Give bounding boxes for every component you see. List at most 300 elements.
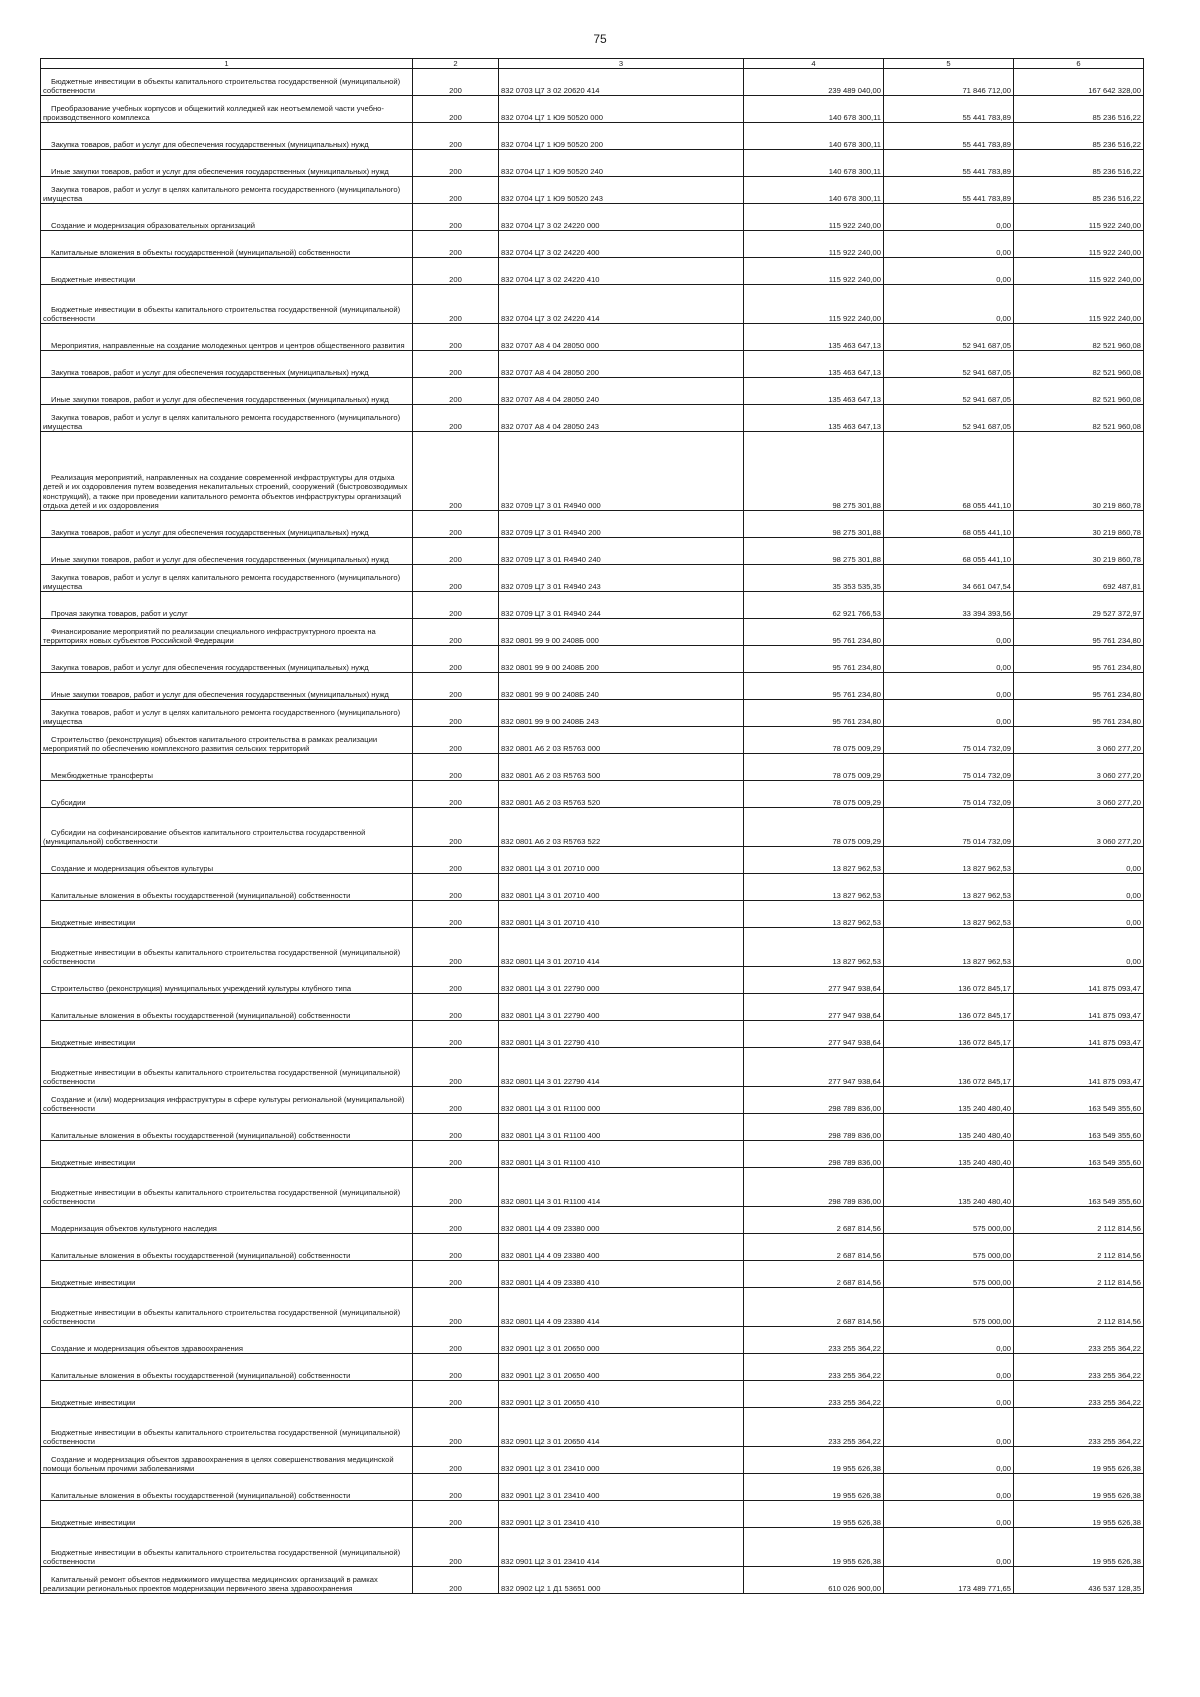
row-classification-code: 832 0704 Ц7 1 Ю9 50520 243 (499, 177, 744, 204)
row-classification-code: 832 0707 А8 4 04 28050 240 (499, 378, 744, 405)
row-amount-col4: 277 947 938,64 (744, 967, 884, 994)
row-classification-code: 832 0801 99 9 00 2408Б 243 (499, 700, 744, 727)
table-row (41, 1447, 1144, 1474)
row-amount-col5: 0,00 (884, 1327, 1014, 1354)
row-amount-col4: 13 827 962,53 (744, 847, 884, 874)
row-amount-col5: 0,00 (884, 1447, 1014, 1474)
row-amount-col6: 30 219 860,78 (1014, 432, 1144, 511)
row-amount-col5: 55 441 783,89 (884, 150, 1014, 177)
row-classification-code: 832 0801 Ц4 3 01 R1100 000 (499, 1087, 744, 1114)
row-name: Субсидии (41, 781, 413, 808)
row-classification-code: 832 0901 Ц2 3 01 23410 400 (499, 1474, 744, 1501)
table-row (41, 204, 1144, 231)
row-grbs-code: 200 (413, 1354, 499, 1381)
row-amount-col6: 85 236 516,22 (1014, 123, 1144, 150)
row-grbs-code: 200 (413, 928, 499, 967)
row-name: Капитальные вложения в объекты государственной (муниципальной) собственности (41, 874, 413, 901)
row-name: Бюджетные инвестиции (41, 1021, 413, 1048)
table-row (41, 1207, 1144, 1234)
row-amount-col4: 140 678 300,11 (744, 177, 884, 204)
table-body (41, 69, 1144, 1594)
row-name: Иные закупки товаров, работ и услуг для обеспечения государственных (муниципальных) нужд (41, 378, 413, 405)
budget-table (40, 58, 1144, 1594)
row-amount-col5: 75 014 732,09 (884, 781, 1014, 808)
row-amount-col5: 0,00 (884, 204, 1014, 231)
row-classification-code: 832 0801 Ц4 4 09 23380 414 (499, 1288, 744, 1327)
row-amount-col6: 233 255 364,22 (1014, 1408, 1144, 1447)
row-amount-col6: 2 112 814,56 (1014, 1234, 1144, 1261)
row-amount-col5: 136 072 845,17 (884, 994, 1014, 1021)
page-number: 75 (593, 32, 607, 46)
table-row (41, 847, 1144, 874)
table-row (41, 781, 1144, 808)
row-amount-col5: 55 441 783,89 (884, 177, 1014, 204)
row-amount-col4: 13 827 962,53 (744, 901, 884, 928)
row-classification-code: 832 0703 Ц7 3 02 20620 414 (499, 69, 744, 96)
row-amount-col6: 95 761 234,80 (1014, 673, 1144, 700)
row-grbs-code: 200 (413, 673, 499, 700)
row-amount-col5: 13 827 962,53 (884, 847, 1014, 874)
row-name: Прочая закупка товаров, работ и услуг (41, 592, 413, 619)
row-grbs-code: 200 (413, 69, 499, 96)
table-row (41, 1567, 1144, 1594)
row-grbs-code: 200 (413, 405, 499, 432)
row-amount-col4: 95 761 234,80 (744, 646, 884, 673)
row-amount-col6: 3 060 277,20 (1014, 808, 1144, 847)
row-amount-col6: 82 521 960,08 (1014, 324, 1144, 351)
table-row (41, 673, 1144, 700)
row-name: Закупка товаров, работ и услуг в целях капитального ремонта государственного (муниципального) имущества (41, 405, 413, 432)
row-amount-col6: 167 642 328,00 (1014, 69, 1144, 96)
row-amount-col4: 95 761 234,80 (744, 619, 884, 646)
row-name: Иные закупки товаров, работ и услуг для обеспечения государственных (муниципальных) нужд (41, 538, 413, 565)
row-amount-col4: 2 687 814,56 (744, 1288, 884, 1327)
column-number-2: 2 (413, 59, 499, 69)
row-name: Субсидии на софинансирование объектов капитального строительства государственной (муниципальной) собственности (41, 808, 413, 847)
row-amount-col4: 115 922 240,00 (744, 231, 884, 258)
row-name: Межбюджетные трансферты (41, 754, 413, 781)
row-grbs-code: 200 (413, 1114, 499, 1141)
table-row (41, 1048, 1144, 1087)
row-amount-col6: 95 761 234,80 (1014, 619, 1144, 646)
row-amount-col4: 98 275 301,88 (744, 538, 884, 565)
row-amount-col4: 298 789 836,00 (744, 1087, 884, 1114)
row-name: Закупка товаров, работ и услуг в целях капитального ремонта государственного (муниципального) имущества (41, 177, 413, 204)
row-classification-code: 832 0704 Ц7 1 Ю9 50520 000 (499, 96, 744, 123)
row-amount-col4: 233 255 364,22 (744, 1354, 884, 1381)
row-amount-col5: 75 014 732,09 (884, 808, 1014, 847)
row-amount-col4: 135 463 647,13 (744, 324, 884, 351)
row-grbs-code: 200 (413, 1381, 499, 1408)
row-amount-col4: 13 827 962,53 (744, 928, 884, 967)
column-number-1: 1 (41, 59, 413, 69)
row-amount-col6: 19 955 626,38 (1014, 1474, 1144, 1501)
row-classification-code: 832 0801 Ц4 3 01 R1100 414 (499, 1168, 744, 1207)
row-amount-col6: 2 112 814,56 (1014, 1261, 1144, 1288)
row-amount-col5: 55 441 783,89 (884, 96, 1014, 123)
column-number-4: 4 (744, 59, 884, 69)
row-amount-col6: 3 060 277,20 (1014, 727, 1144, 754)
row-grbs-code: 200 (413, 1141, 499, 1168)
row-name: Бюджетные инвестиции в объекты капитального строительства государственной (муниципальной) собственности (41, 1288, 413, 1327)
table-row (41, 69, 1144, 96)
row-name: Закупка товаров, работ и услуг в целях капитального ремонта государственного (муниципального) имущества (41, 700, 413, 727)
row-amount-col4: 298 789 836,00 (744, 1114, 884, 1141)
row-amount-col6: 163 549 355,60 (1014, 1168, 1144, 1207)
row-amount-col4: 35 353 535,35 (744, 565, 884, 592)
row-name: Бюджетные инвестиции (41, 1141, 413, 1168)
row-amount-col5: 0,00 (884, 1528, 1014, 1567)
row-amount-col6: 82 521 960,08 (1014, 405, 1144, 432)
row-amount-col4: 19 955 626,38 (744, 1528, 884, 1567)
row-amount-col5: 34 661 047,54 (884, 565, 1014, 592)
row-grbs-code: 200 (413, 258, 499, 285)
row-amount-col5: 575 000,00 (884, 1207, 1014, 1234)
row-grbs-code: 200 (413, 511, 499, 538)
row-classification-code: 832 0801 99 9 00 2408Б 000 (499, 619, 744, 646)
row-grbs-code: 200 (413, 231, 499, 258)
table-row (41, 928, 1144, 967)
row-grbs-code: 200 (413, 96, 499, 123)
row-amount-col5: 135 240 480,40 (884, 1114, 1014, 1141)
row-name: Реализация мероприятий, направленных на создание современной инфраструктуры для отдыха детей и их оздоровления путем возведения некапитальных строений, сооружений (быстровозводимых конструкций), а также при проведении капитального ремонта объектов инфраструктуры организаций отдыха детей и их оздоровления (41, 432, 413, 511)
row-amount-col6: 163 549 355,60 (1014, 1087, 1144, 1114)
row-classification-code: 832 0901 Ц2 3 01 23410 410 (499, 1501, 744, 1528)
row-amount-col6: 0,00 (1014, 874, 1144, 901)
row-amount-col4: 19 955 626,38 (744, 1474, 884, 1501)
row-amount-col6: 30 219 860,78 (1014, 538, 1144, 565)
row-classification-code: 832 0901 Ц2 3 01 20650 410 (499, 1381, 744, 1408)
row-classification-code: 832 0707 А8 4 04 28050 243 (499, 405, 744, 432)
row-amount-col5: 13 827 962,53 (884, 874, 1014, 901)
row-grbs-code: 200 (413, 432, 499, 511)
row-classification-code: 832 0704 Ц7 3 02 24220 410 (499, 258, 744, 285)
row-name: Капитальные вложения в объекты государственной (муниципальной) собственности (41, 1474, 413, 1501)
row-amount-col5: 0,00 (884, 1501, 1014, 1528)
row-amount-col4: 135 463 647,13 (744, 405, 884, 432)
row-amount-col4: 2 687 814,56 (744, 1207, 884, 1234)
row-classification-code: 832 0801 Ц4 4 09 23380 410 (499, 1261, 744, 1288)
row-grbs-code: 200 (413, 727, 499, 754)
column-number-row (41, 59, 1144, 69)
row-amount-col4: 19 955 626,38 (744, 1501, 884, 1528)
row-classification-code: 832 0704 Ц7 3 02 24220 400 (499, 231, 744, 258)
row-amount-col6: 0,00 (1014, 901, 1144, 928)
row-amount-col6: 0,00 (1014, 847, 1144, 874)
table-row (41, 700, 1144, 727)
row-amount-col5: 75 014 732,09 (884, 754, 1014, 781)
row-name: Закупка товаров, работ и услуг для обеспечения государственных (муниципальных) нужд (41, 351, 413, 378)
row-amount-col4: 115 922 240,00 (744, 285, 884, 324)
row-amount-col6: 85 236 516,22 (1014, 96, 1144, 123)
row-classification-code: 832 0704 Ц7 3 02 24220 414 (499, 285, 744, 324)
row-name: Бюджетные инвестиции в объекты капитального строительства государственной (муниципальной) собственности (41, 1408, 413, 1447)
row-amount-col4: 277 947 938,64 (744, 1021, 884, 1048)
row-grbs-code: 200 (413, 808, 499, 847)
row-classification-code: 832 0901 Ц2 3 01 20650 400 (499, 1354, 744, 1381)
row-grbs-code: 200 (413, 351, 499, 378)
row-grbs-code: 200 (413, 754, 499, 781)
row-name: Бюджетные инвестиции в объекты капитального строительства государственной (муниципальной) собственности (41, 1048, 413, 1087)
row-amount-col5: 0,00 (884, 619, 1014, 646)
row-classification-code: 832 0801 Ц4 3 01 20710 400 (499, 874, 744, 901)
row-amount-col4: 95 761 234,80 (744, 673, 884, 700)
row-classification-code: 832 0704 Ц7 1 Ю9 50520 240 (499, 150, 744, 177)
row-amount-col5: 13 827 962,53 (884, 928, 1014, 967)
row-name: Капитальные вложения в объекты государственной (муниципальной) собственности (41, 1114, 413, 1141)
row-amount-col5: 0,00 (884, 231, 1014, 258)
row-grbs-code: 200 (413, 847, 499, 874)
row-grbs-code: 200 (413, 1021, 499, 1048)
row-amount-col4: 95 761 234,80 (744, 700, 884, 727)
row-amount-col6: 19 955 626,38 (1014, 1528, 1144, 1567)
row-amount-col4: 239 489 040,00 (744, 69, 884, 96)
row-name: Капитальные вложения в объекты государственной (муниципальной) собственности (41, 231, 413, 258)
row-amount-col6: 141 875 093,47 (1014, 994, 1144, 1021)
row-name: Иные закупки товаров, работ и услуг для обеспечения государственных (муниципальных) нужд (41, 150, 413, 177)
row-classification-code: 832 0801 Ц4 3 01 20710 000 (499, 847, 744, 874)
table-row (41, 1234, 1144, 1261)
row-amount-col4: 298 789 836,00 (744, 1168, 884, 1207)
row-amount-col6: 19 955 626,38 (1014, 1447, 1144, 1474)
row-classification-code: 832 0801 Ц4 4 09 23380 400 (499, 1234, 744, 1261)
row-amount-col6: 233 255 364,22 (1014, 1354, 1144, 1381)
row-name: Мероприятия, направленные на создание молодежных центров и центров общественного развития (41, 324, 413, 351)
row-amount-col5: 52 941 687,05 (884, 351, 1014, 378)
row-amount-col6: 233 255 364,22 (1014, 1327, 1144, 1354)
row-classification-code: 832 0709 Ц7 3 01 R4940 244 (499, 592, 744, 619)
row-grbs-code: 200 (413, 646, 499, 673)
table-row (41, 1354, 1144, 1381)
row-amount-col4: 2 687 814,56 (744, 1234, 884, 1261)
row-amount-col6: 115 922 240,00 (1014, 258, 1144, 285)
table-row (41, 258, 1144, 285)
row-amount-col4: 140 678 300,11 (744, 123, 884, 150)
table-row (41, 754, 1144, 781)
row-amount-col5: 52 941 687,05 (884, 378, 1014, 405)
table-row (41, 285, 1144, 324)
row-amount-col5: 136 072 845,17 (884, 1021, 1014, 1048)
row-name: Преобразование учебных корпусов и общежитий колледжей как неотъемлемой части учебно-производственного комплекса (41, 96, 413, 123)
row-grbs-code: 200 (413, 994, 499, 1021)
row-amount-col5: 0,00 (884, 1354, 1014, 1381)
row-classification-code: 832 0901 Ц2 3 01 20650 000 (499, 1327, 744, 1354)
table-row (41, 1528, 1144, 1567)
row-amount-col5: 0,00 (884, 646, 1014, 673)
row-grbs-code: 200 (413, 123, 499, 150)
row-classification-code: 832 0704 Ц7 1 Ю9 50520 200 (499, 123, 744, 150)
row-name: Бюджетные инвестиции в объекты капитального строительства государственной (муниципальной) собственности (41, 1528, 413, 1567)
table-row (41, 1168, 1144, 1207)
row-amount-col5: 135 240 480,40 (884, 1141, 1014, 1168)
row-grbs-code: 200 (413, 1327, 499, 1354)
row-amount-col4: 78 075 009,29 (744, 781, 884, 808)
row-name: Создание и модернизация объектов здравоохранения (41, 1327, 413, 1354)
table-row (41, 351, 1144, 378)
row-classification-code: 832 0707 А8 4 04 28050 200 (499, 351, 744, 378)
row-classification-code: 832 0801 А6 2 03 R5763 520 (499, 781, 744, 808)
row-amount-col5: 55 441 783,89 (884, 123, 1014, 150)
row-name: Создание и модернизация объектов культуры (41, 847, 413, 874)
row-grbs-code: 200 (413, 700, 499, 727)
row-amount-col6: 85 236 516,22 (1014, 150, 1144, 177)
row-amount-col4: 610 026 900,00 (744, 1567, 884, 1594)
table-row (41, 1114, 1144, 1141)
row-amount-col4: 78 075 009,29 (744, 727, 884, 754)
row-classification-code: 832 0801 Ц4 3 01 R1100 400 (499, 1114, 744, 1141)
row-grbs-code: 200 (413, 1087, 499, 1114)
table-row (41, 808, 1144, 847)
row-grbs-code: 200 (413, 619, 499, 646)
row-amount-col4: 19 955 626,38 (744, 1447, 884, 1474)
row-grbs-code: 200 (413, 565, 499, 592)
row-grbs-code: 200 (413, 538, 499, 565)
row-amount-col6: 2 112 814,56 (1014, 1288, 1144, 1327)
table-row (41, 565, 1144, 592)
row-classification-code: 832 0801 99 9 00 2408Б 240 (499, 673, 744, 700)
row-amount-col4: 2 687 814,56 (744, 1261, 884, 1288)
row-amount-col4: 78 075 009,29 (744, 808, 884, 847)
table-row (41, 727, 1144, 754)
row-amount-col5: 0,00 (884, 285, 1014, 324)
row-grbs-code: 200 (413, 1288, 499, 1327)
row-name: Бюджетные инвестиции (41, 1381, 413, 1408)
table-row (41, 1087, 1144, 1114)
row-amount-col5: 135 240 480,40 (884, 1168, 1014, 1207)
column-number-5: 5 (884, 59, 1014, 69)
row-name: Бюджетные инвестиции в объекты капитального строительства государственной (муниципальной) собственности (41, 928, 413, 967)
row-amount-col6: 141 875 093,47 (1014, 1021, 1144, 1048)
row-grbs-code: 200 (413, 204, 499, 231)
row-amount-col5: 71 846 712,00 (884, 69, 1014, 96)
row-amount-col6: 115 922 240,00 (1014, 204, 1144, 231)
row-amount-col5: 575 000,00 (884, 1288, 1014, 1327)
row-amount-col5: 575 000,00 (884, 1261, 1014, 1288)
row-classification-code: 832 0901 Ц2 3 01 20650 414 (499, 1408, 744, 1447)
row-amount-col4: 277 947 938,64 (744, 994, 884, 1021)
row-classification-code: 832 0709 Ц7 3 01 R4940 000 (499, 432, 744, 511)
row-grbs-code: 200 (413, 1207, 499, 1234)
row-amount-col6: 163 549 355,60 (1014, 1114, 1144, 1141)
column-number-6: 6 (1014, 59, 1144, 69)
row-grbs-code: 200 (413, 967, 499, 994)
table-row (41, 432, 1144, 511)
row-name: Капитальный ремонт объектов недвижимого имущества медицинских организаций в рамках реализации региональных проектов модернизации первичного звена здравоохранения (41, 1567, 413, 1594)
row-name: Бюджетные инвестиции (41, 1261, 413, 1288)
row-name: Бюджетные инвестиции в объекты капитального строительства государственной (муниципальной) собственности (41, 69, 413, 96)
table-row (41, 538, 1144, 565)
row-amount-col6: 3 060 277,20 (1014, 754, 1144, 781)
row-amount-col4: 140 678 300,11 (744, 150, 884, 177)
row-grbs-code: 200 (413, 378, 499, 405)
row-amount-col6: 436 537 128,35 (1014, 1567, 1144, 1594)
row-amount-col5: 173 489 771,65 (884, 1567, 1014, 1594)
row-amount-col5: 52 941 687,05 (884, 324, 1014, 351)
row-amount-col6: 163 549 355,60 (1014, 1141, 1144, 1168)
row-classification-code: 832 0801 Ц4 3 01 22790 410 (499, 1021, 744, 1048)
row-name: Закупка товаров, работ и услуг в целях капитального ремонта государственного (муниципального) имущества (41, 565, 413, 592)
row-grbs-code: 200 (413, 1447, 499, 1474)
row-name: Бюджетные инвестиции (41, 1501, 413, 1528)
table-row (41, 1021, 1144, 1048)
row-amount-col4: 115 922 240,00 (744, 258, 884, 285)
row-name: Закупка товаров, работ и услуг для обеспечения государственных (муниципальных) нужд (41, 511, 413, 538)
row-grbs-code: 200 (413, 1168, 499, 1207)
row-name: Бюджетные инвестиции в объекты капитального строительства государственной (муниципальной) собственности (41, 1168, 413, 1207)
table-row (41, 874, 1144, 901)
row-name: Создание и модернизация объектов здравоохранения в целях совершенствования медицинской помощи больным прочими заболеваниями (41, 1447, 413, 1474)
row-amount-col6: 2 112 814,56 (1014, 1207, 1144, 1234)
row-classification-code: 832 0801 Ц4 3 01 22790 000 (499, 967, 744, 994)
row-amount-col4: 233 255 364,22 (744, 1408, 884, 1447)
row-name: Строительство (реконструкция) муниципальных учреждений культуры клубного типа (41, 967, 413, 994)
table-row (41, 1288, 1144, 1327)
row-classification-code: 832 0902 Ц2 1 Д1 53651 000 (499, 1567, 744, 1594)
row-name: Закупка товаров, работ и услуг для обеспечения государственных (муниципальных) нужд (41, 646, 413, 673)
row-grbs-code: 200 (413, 1528, 499, 1567)
row-amount-col4: 98 275 301,88 (744, 511, 884, 538)
row-name: Бюджетные инвестиции в объекты капитального строительства государственной (муниципальной) собственности (41, 285, 413, 324)
row-grbs-code: 200 (413, 592, 499, 619)
row-classification-code: 832 0901 Ц2 3 01 23410 000 (499, 1447, 744, 1474)
row-amount-col5: 0,00 (884, 1408, 1014, 1447)
row-classification-code: 832 0709 Ц7 3 01 R4940 240 (499, 538, 744, 565)
row-amount-col6: 82 521 960,08 (1014, 378, 1144, 405)
row-amount-col5: 68 055 441,10 (884, 432, 1014, 511)
row-classification-code: 832 0801 Ц4 4 09 23380 000 (499, 1207, 744, 1234)
row-name: Финансирование мероприятий по реализации специального инфраструктурного проекта на территориях новых субъектов Российской Федерации (41, 619, 413, 646)
table-row (41, 1501, 1144, 1528)
row-amount-col6: 141 875 093,47 (1014, 967, 1144, 994)
row-amount-col4: 233 255 364,22 (744, 1381, 884, 1408)
row-classification-code: 832 0801 Ц4 3 01 20710 410 (499, 901, 744, 928)
row-amount-col4: 140 678 300,11 (744, 96, 884, 123)
row-classification-code: 832 0901 Ц2 3 01 23410 414 (499, 1528, 744, 1567)
row-amount-col4: 98 275 301,88 (744, 432, 884, 511)
row-name: Создание и (или) модернизация инфраструктуры в сфере культуры региональной (муниципальной) собственности (41, 1087, 413, 1114)
row-classification-code: 832 0801 Ц4 3 01 R1100 410 (499, 1141, 744, 1168)
row-amount-col5: 0,00 (884, 1381, 1014, 1408)
row-amount-col5: 135 240 480,40 (884, 1087, 1014, 1114)
table-row (41, 1261, 1144, 1288)
row-amount-col6: 19 955 626,38 (1014, 1501, 1144, 1528)
table-row (41, 967, 1144, 994)
row-amount-col4: 298 789 836,00 (744, 1141, 884, 1168)
table-row (41, 1141, 1144, 1168)
row-amount-col6: 692 487,81 (1014, 565, 1144, 592)
table-row (41, 619, 1144, 646)
row-name: Капитальные вложения в объекты государственной (муниципальной) собственности (41, 1234, 413, 1261)
row-classification-code: 832 0801 А6 2 03 R5763 500 (499, 754, 744, 781)
row-grbs-code: 200 (413, 1261, 499, 1288)
row-amount-col5: 0,00 (884, 673, 1014, 700)
row-amount-col4: 233 255 364,22 (744, 1327, 884, 1354)
table-row (41, 177, 1144, 204)
row-amount-col6: 3 060 277,20 (1014, 781, 1144, 808)
row-amount-col6: 95 761 234,80 (1014, 646, 1144, 673)
row-classification-code: 832 0801 А6 2 03 R5763 522 (499, 808, 744, 847)
row-grbs-code: 200 (413, 1234, 499, 1261)
row-name: Бюджетные инвестиции (41, 258, 413, 285)
table-row (41, 1408, 1144, 1447)
row-grbs-code: 200 (413, 1501, 499, 1528)
table-row (41, 1381, 1144, 1408)
row-grbs-code: 200 (413, 1567, 499, 1594)
table-row (41, 405, 1144, 432)
row-amount-col6: 85 236 516,22 (1014, 177, 1144, 204)
row-amount-col5: 13 827 962,53 (884, 901, 1014, 928)
row-amount-col6: 141 875 093,47 (1014, 1048, 1144, 1087)
